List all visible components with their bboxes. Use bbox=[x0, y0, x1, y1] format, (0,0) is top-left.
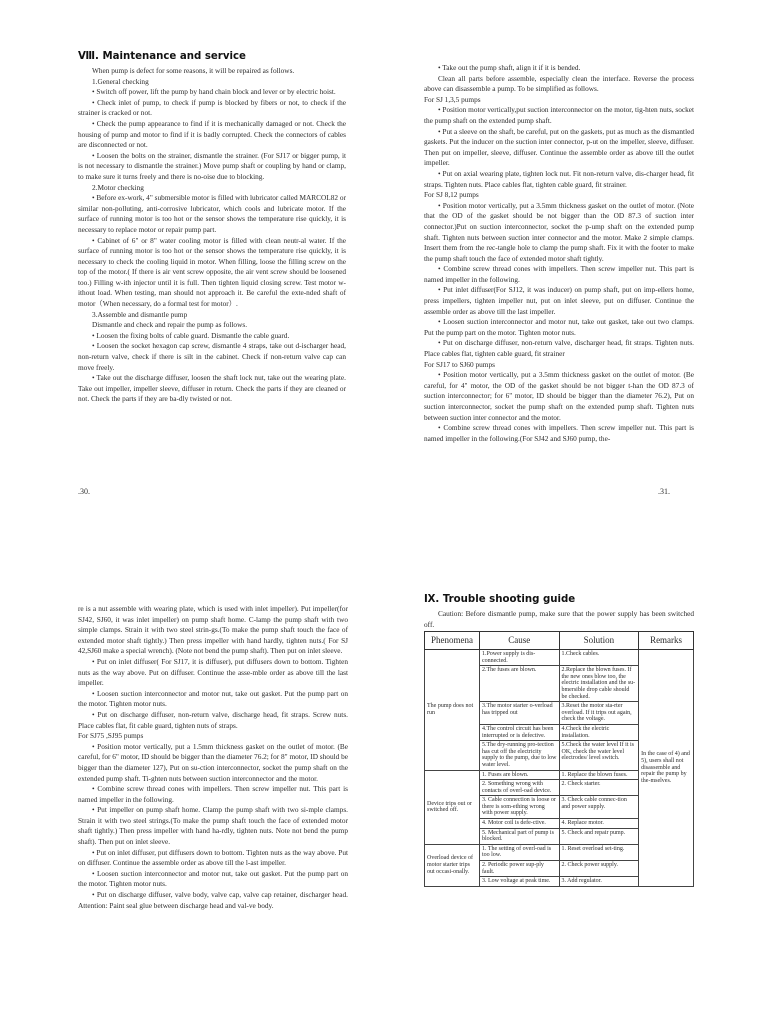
remarks-cell: In the case of 4) and 5), users shall not disassemble and repair the pump by the-mselves. bbox=[639, 650, 694, 887]
cause-cell: 1. Fuses are blown. bbox=[479, 770, 559, 780]
cause-cell: 5. Mechanical part of pump is blocked. bbox=[479, 828, 559, 844]
paragraph: • Put on discharge diffuser, non-return valve, discharge head, fit straps. Screw nuts. Place cables flat, fit cable guard, tighten nuts of straps. bbox=[78, 709, 348, 730]
solution-cell: 2. Check starter. bbox=[559, 780, 639, 796]
cause-cell: 2. Something wrong with contacts of overl-oad device. bbox=[479, 780, 559, 796]
solution-cell: 2. Check power supply. bbox=[559, 861, 639, 877]
cause-cell: 3. Cable connection is loose or there is som-ething wrong with power supply. bbox=[479, 796, 559, 819]
paragraph: 3.Assemble and dismantle pump bbox=[92, 309, 188, 319]
paragraph: • Position motor vertically, put a 3.5mm thickness gasket on the outlet of motor. (Note that the OD of the gasket should be not bigger than the OD 87.3 of suction inter connector.)Put on suction interconnector, socket the p-ump shaft on the extended pump shaft. Tighten nuts between suction inter connector and the motor. Make 2 simple clamps. Insert them from the rec-tangle hole to clamp the pump shaft. Fix it with the footer to make the pump shaft touch the face of extended motor shaft tightly. bbox=[424, 200, 694, 263]
cause-cell: 5.The dry-running pro-tection has cut off the electricity supply to the pump, due to low water level. bbox=[479, 741, 559, 770]
cause-cell: 4. Motor coil is defe-ctive. bbox=[479, 819, 559, 829]
paragraph: For SJ17 to SJ60 pumps bbox=[424, 359, 495, 369]
page-32-text bbox=[78, 604, 348, 911]
solution-cell: 3.Reset the motor sta-rter overload. If it trips out again, check the voltage. bbox=[559, 702, 639, 725]
paragraph: • Position motor vertically, put a 3.5mm thickness gasket on the outlet of motor. (Be careful, for 4" motor, the OD of the gasket should be not bigger t-han the OD 87.3 of suction interconnector; for 6" motor, ID should be bigger than the diameter 76.2), Put on suction interconnector, socket the pump shaft on the extended pump shaft. Tighten nuts between suction inter connector and the motor. bbox=[424, 370, 694, 422]
paragraph: • Check the pump appearance to find if it is mechanically damaged or not. Check the housing of pump and motor to find if it is badly corrupted. Check the connectors of cables are disconnected or not. bbox=[78, 118, 346, 150]
paragraph: 1.General checking bbox=[92, 76, 149, 86]
header-cause: Cause bbox=[479, 632, 559, 650]
paragraph: • Combine screw thread cones with impellers. Then screw impeller nut. This part is named impeller in the following.(For SJ42 and SJ60 pump, the- bbox=[424, 423, 694, 443]
paragraph: When pump is defect for some reasons, it will be repaired as follows. bbox=[92, 66, 295, 75]
paragraph: • Put on inlet diffuser, put diffusers down to bottom. Tighten nuts as the way above. Put on diffuser. Continue the assemble order as above till the l-ast impeller. bbox=[78, 847, 348, 868]
paragraph: • Cabinet of 6" or 8" water cooling motor is filled with clean neutr-al water. If the surface of running motor is too hot or the sensor shows the temperature rise quickly, it is necessary to check the cooling liquid in motor. When filling, loose the filling screw on the top of the motor.( If there is air vent screw opposite, the air vent screw should be loosened too.) Filling w-ith injector until it is full. Then tighten liquid closing screw. Test motor w-ithout load. When testing, man should not approach it. Be careful the exte-nded shaft of motor（When necessary, do a formal test for motor）. bbox=[78, 235, 346, 309]
trouble-shooting-table bbox=[424, 631, 694, 887]
solution-cell: 1. Replace the blown fuses. bbox=[559, 770, 639, 780]
paragraph: For SJ 8,12 pumps bbox=[424, 190, 479, 200]
paragraph: • Take out the discharge diffuser, loosen the shaft lock nut, take out the wearing plate. Take out impeller, impeller sleeve, diffuser in return. Check the parts if they are cleaned or not. Check the parts if they are ba-dly twisted or not. bbox=[78, 373, 346, 404]
page-31-body bbox=[424, 63, 694, 444]
table-header-row bbox=[425, 632, 694, 650]
paragraph: • Loosen suction interconnector and motor nut, take out gasket. Put the pump part on the motor. Tighten motor nuts. bbox=[78, 868, 348, 889]
phenomena-cell: The pump does not run bbox=[425, 650, 480, 771]
paragraph: • Put on axial wearing plate, tighten lock nut. Fit non-return valve, dis-charger head, fit straps. Tighten nuts. Place cables flat, tighten cable guard, fit strainer. bbox=[424, 168, 694, 189]
phenomena-cell: Device trips out or switched off. bbox=[425, 770, 480, 844]
page-number-31: .31. bbox=[658, 487, 670, 496]
paragraph: • Put impeller on pump shaft home. Clamp the pump shaft with two si-mple clamps. Strain it with two steel strings.(To make the pump shaft touch the face of extended motor shaft tightly.) Then press impeller with hand ha-rdly, tighten nuts. Note not bend the pump shaft). Then put on inlet sleeve. bbox=[78, 805, 348, 847]
paragraph: • Check inlet of pump, to check if pump is blocked by fibers or not, to check if the strainer is cracked or not. bbox=[78, 97, 346, 118]
cause-cell: 1.Power supply is dis-connected. bbox=[479, 650, 559, 666]
cause-cell: 1. The setting of overl-oad is too low. bbox=[479, 844, 559, 860]
section-title-trouble-shooting: Ⅸ. Trouble shooting guide bbox=[424, 594, 576, 605]
paragraph: • Take out the pump shaft, align it if it is bended. bbox=[438, 63, 581, 72]
section-title-maintenance: Ⅷ. Maintenance and service bbox=[78, 51, 246, 62]
solution-cell: 2.Replace the blown fuses. If the new ones blow too, the electric installation and the su-bmersible drop cable should be checked. bbox=[559, 666, 639, 702]
solution-cell: 5. Check and repair pump. bbox=[559, 828, 639, 844]
solution-cell: 1.Check cables. bbox=[559, 650, 639, 666]
paragraph: • Put inlet diffuser(For SJ12, it was inducer) on pump shaft, put on imp-ellers home, press impellers, tighten impeller nut, put on inlet sleeve, put on diffuser. Continue the assemble order as above till the last impeller. bbox=[424, 285, 694, 316]
paragraph: • Loosen suction interconnector and motor nut, take out gasket, take out two clamps. Put the pump part on the motor. Tighten motor nuts. bbox=[424, 317, 694, 337]
page-30-body bbox=[78, 66, 346, 405]
paragraph: For SJ 1,3,5 pumps bbox=[424, 94, 481, 104]
header-phenomena: Phenomena bbox=[425, 632, 480, 650]
paragraph: • Position motor vertically, put a 1.5mm thickness gasket on the outlet of motor. (Be careful, for 6" motor, ID should be bigger than the diameter 76.2; for 8" motor, ID should be bigger than the diameter 127), Put on su-ction interconnector, socket the pump shaft on the extended pump shaft. Ti-ghten nuts between suction interconnector and the motor. bbox=[78, 741, 348, 783]
table-row bbox=[425, 650, 694, 666]
paragraph: • Before ex-work, 4" submersible motor is filled with lubricator called MARCOL82 or similar non-polluting, anti-corrosive lubricator, which cools and lubricate motor. If the surface of running motor is too hot or the sensor shows the temperature rise quickly, it is necessary to replace motor or repair pump part. bbox=[78, 193, 346, 234]
paragraph: • Loosen the bolts on the strainer, dismantle the strainer. (For SJ17 or bigger pump, it is not necessary to dismantle the strainer.) Move pump shaft or coupling by hand or clamp, to make sure it turns freely and there is no-oise due to blocking. bbox=[78, 150, 346, 181]
paragraph: Dismantle and check and repair the pump as follows. bbox=[92, 320, 248, 330]
page-30-text bbox=[78, 51, 346, 405]
paragraph: • Switch off power, lift the pump by hand chain block and lever or by electric hoist. bbox=[92, 87, 336, 97]
cause-cell: 2. Periodic power sup-ply fault. bbox=[479, 861, 559, 877]
caution-text: Caution: Before dismantle pump, make sure that the power supply has been switched off. bbox=[424, 609, 694, 629]
page-33-text bbox=[424, 594, 694, 630]
header-remarks: Remarks bbox=[639, 632, 694, 650]
paragraph: • Loosen the socket hexagon cap screw, dismantle 4 straps, take out d-ischarger head, non-return valve, check if there is silt in the cabinet. Check if non-return valve cap can move freely. bbox=[78, 341, 346, 372]
paragraph: For SJ75 ,SJ95 pumps bbox=[78, 731, 144, 741]
solution-cell: 3. Check cable connec-tion and power supply. bbox=[559, 796, 639, 819]
solution-cell: 3. Add regulator. bbox=[559, 877, 639, 887]
paragraph: • Put on discharge diffuser, non-return valve, discharger head, fit straps. Tighten nuts. Place cables flat, tighten cable guard, fit strainer bbox=[424, 338, 694, 359]
solution-cell: 5.Check the water level If it is OK, check the water level electrodes/ level switch. bbox=[559, 741, 639, 770]
paragraph: • Put on inlet diffuser( For SJ17, it is diffuser), put diffusers down to bottom. Tighten nuts as the way above. Put on diffuser. Continue the asse-mble order as above till the last impeller. bbox=[78, 656, 348, 688]
solution-cell: 1. Reset overload set-ting. bbox=[559, 844, 639, 860]
paragraph: • Position motor vertically,put suction interconnector on the motor, tig-hten nuts, socket the pump shaft on the extended pump shaft. bbox=[424, 105, 694, 125]
cause-cell: 3.The motor starter o-verload has tripped out bbox=[479, 702, 559, 725]
phenomena-cell: Overload device of motor starter trips out occasi-onally. bbox=[425, 844, 480, 886]
paragraph: Clean all parts before assemble, especially clean the interface. Reverse the process above can disassemble a pump. To be simplified as follows. bbox=[424, 73, 694, 94]
page-31-text bbox=[424, 63, 694, 444]
header-solution: Solution bbox=[559, 632, 639, 650]
page-number-30: .30. bbox=[78, 487, 90, 496]
solution-cell: 4.Check the electric installation. bbox=[559, 724, 639, 740]
paragraph: • Put on discharge diffuser, valve body, valve cap, valve cap retainer, discharger head. Attention: Paint seal glue between discharge head and val-ve body. bbox=[78, 890, 348, 910]
paragraph: re is a nut assemble with wearing plate, which is used with inlet impeller). Put impeller(for SJ42, SJ60, it was inlet impeller) on pump shaft home. C-lamp the pump shaft with two simple clamps. Strain it with two steel strin-gs.(To make the pump shaft touch the face of extended motor shaft tightly.) Then press impeller with hand hardly, tighten nuts.( For SJ 42,SJ60 make a special wrench). (Note not bend the pump shaft). Then put on inlet sleeve. bbox=[78, 604, 348, 656]
paragraph: • Loosen suction interconnector and motor nut, take out gasket. Put the pump part on the motor. Tighten motor nuts. bbox=[78, 688, 348, 709]
cause-cell: 2.The fuses are blown. bbox=[479, 666, 559, 702]
paragraph: • Combine screw thread cones with impellers. Then screw impeller nut. This part is named impeller in the following. bbox=[424, 264, 694, 284]
paragraph: • Loosen the fixing bolts of cable guard. Dismantle the cable guard. bbox=[92, 330, 290, 340]
cause-cell: 3. Low voltage at peak time. bbox=[479, 877, 559, 887]
page-32-body bbox=[78, 604, 348, 911]
paragraph: • Combine screw thread cones with impellers. Then screw impeller nut. This part is named impeller in the following. bbox=[78, 784, 348, 804]
paragraph: • Put a sleeve on the shaft, be careful, put on the gaskets, put as much as the dismantled gaskets. Put the inducer on the suction inter connector, p-ut on the impeller, sleeve, diffuser. Then put on impeller, sleeve, diffuser. Continue the assemble order as above till the outlet impeller. bbox=[424, 126, 694, 168]
paragraph: 2.Motor checking bbox=[92, 182, 144, 192]
cause-cell: 4.The control circuit has been interrupted or is defective. bbox=[479, 724, 559, 740]
solution-cell: 4. Replace motor. bbox=[559, 819, 639, 829]
